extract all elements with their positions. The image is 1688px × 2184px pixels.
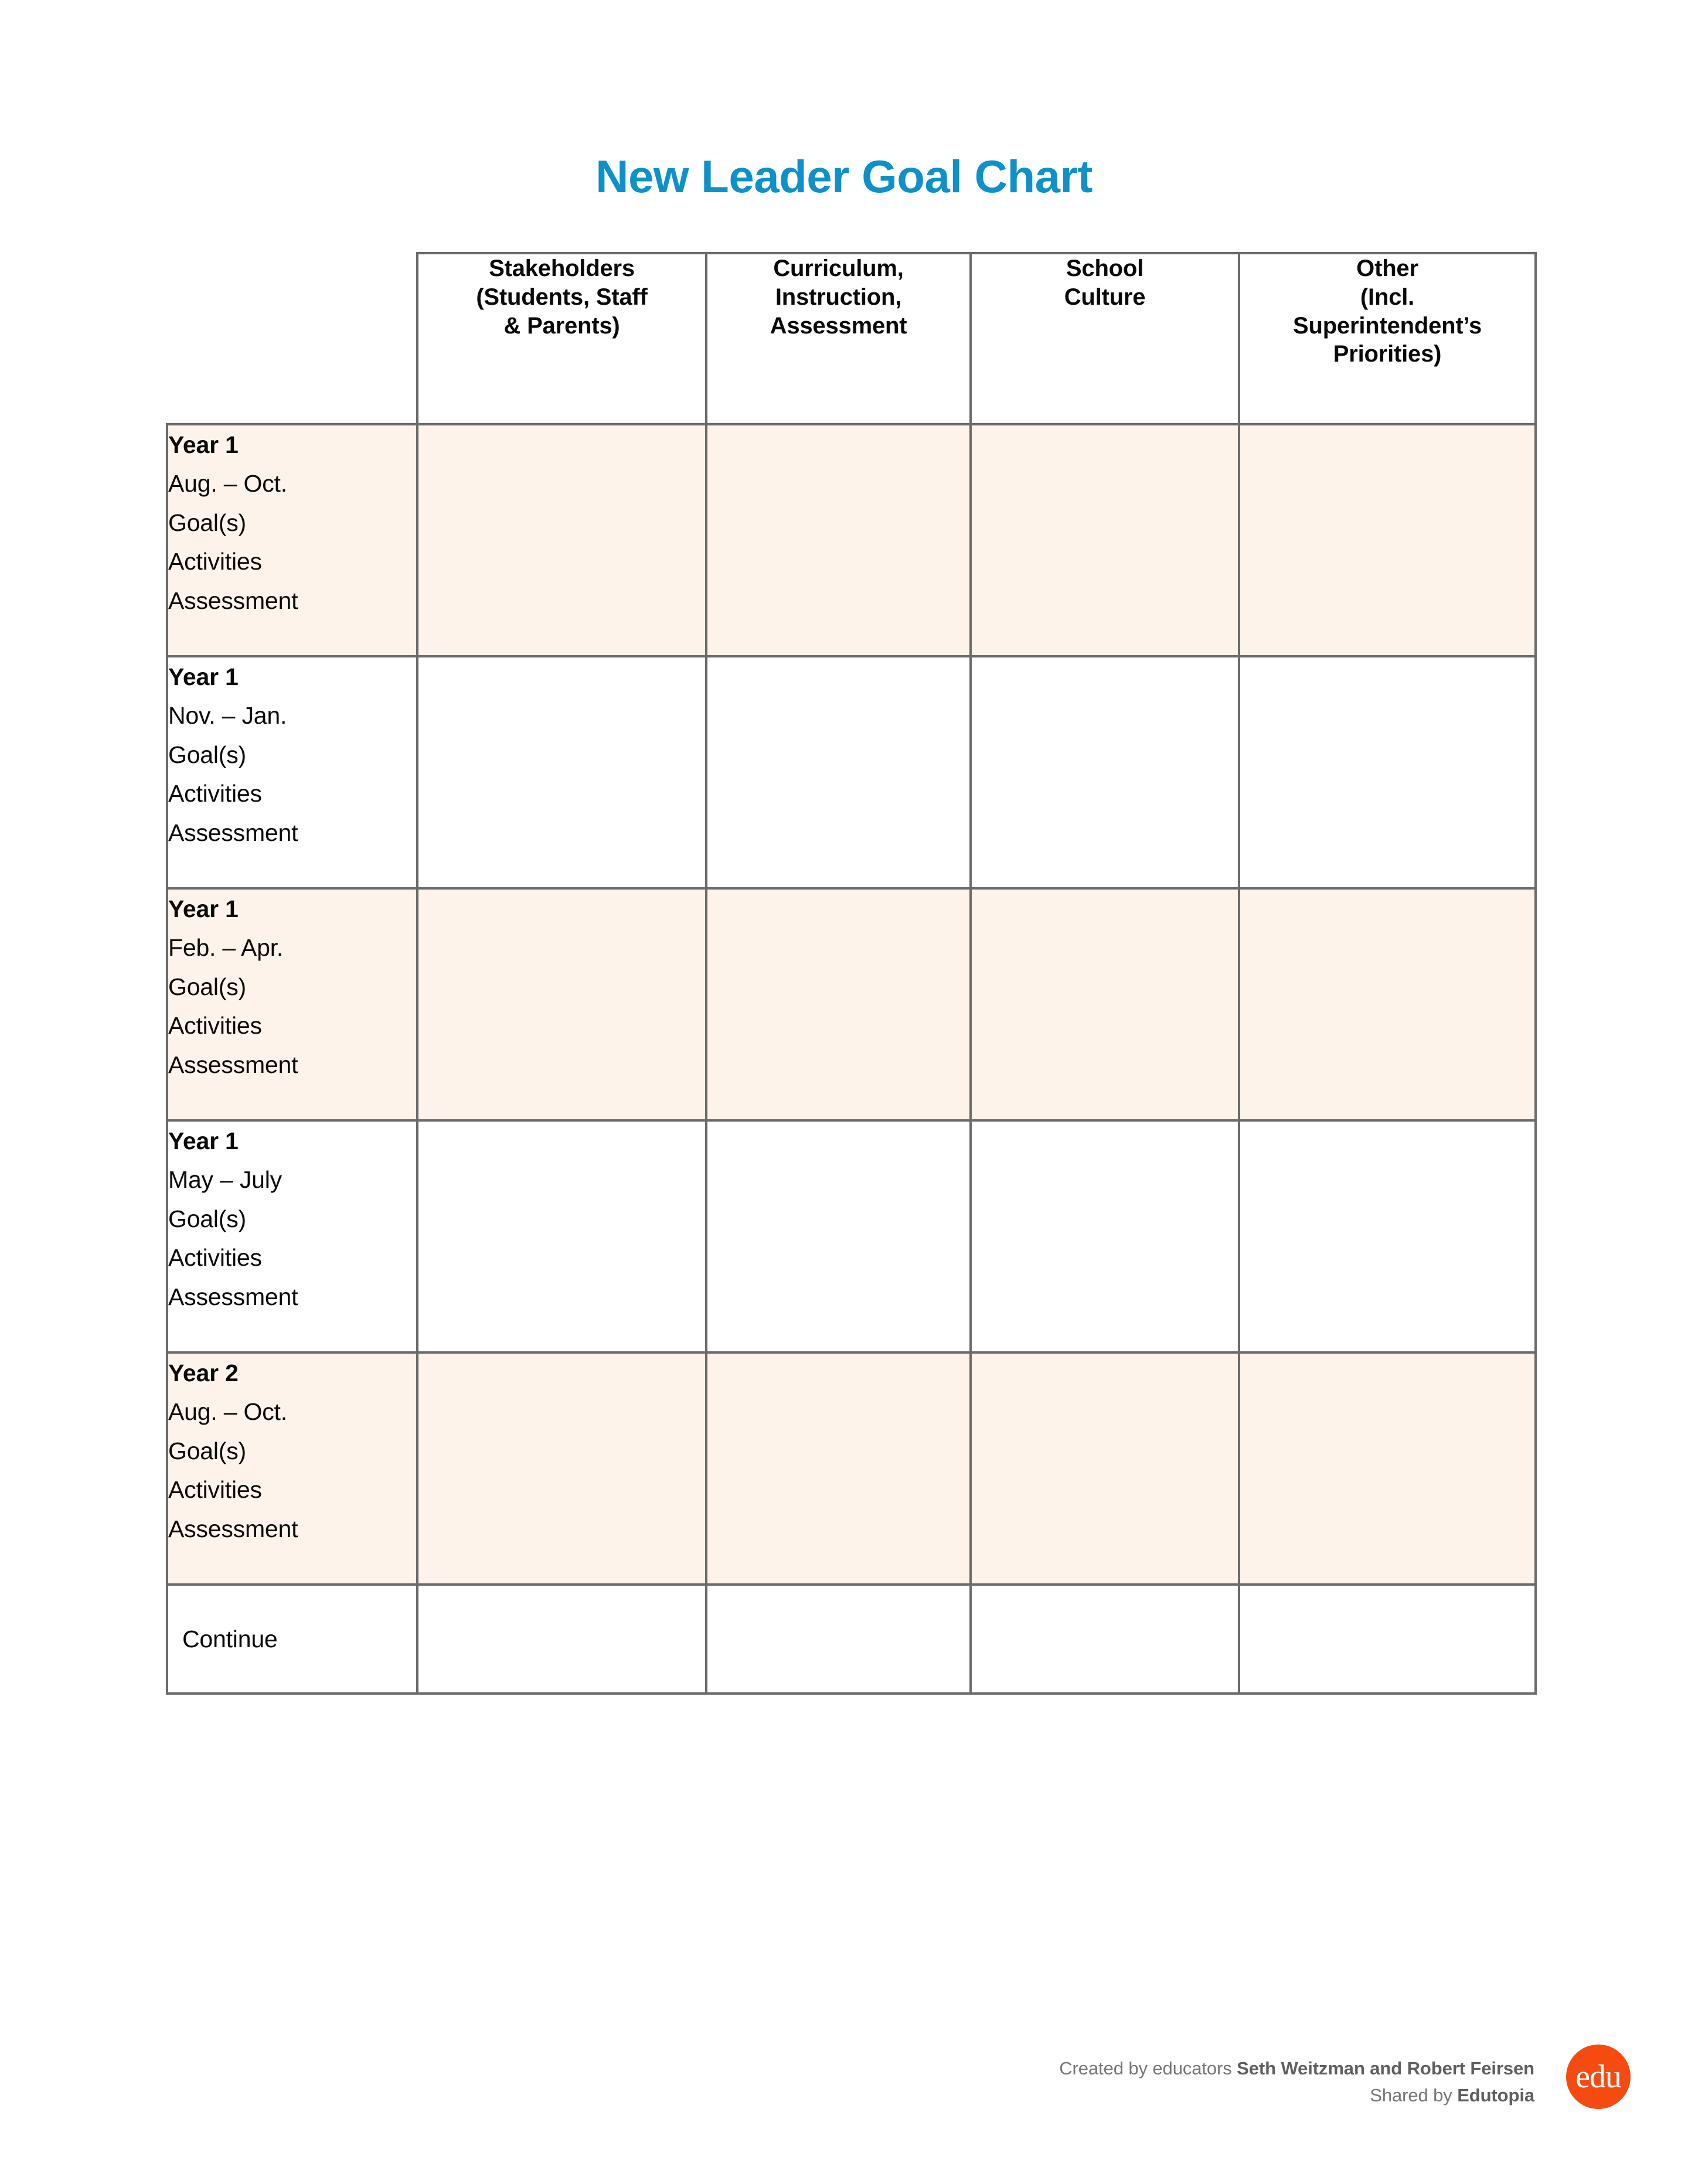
row-item-assessment: Assessment [168, 587, 298, 614]
row-label-cell [167, 656, 417, 888]
cell-curriculum[interactable] [706, 424, 971, 656]
column-header-line: Other [1356, 255, 1418, 281]
cell-school-culture[interactable] [971, 656, 1239, 888]
row-item-activities: Activities [168, 1012, 262, 1040]
footer-credits [1059, 2055, 1534, 2109]
cell-school-culture[interactable] [971, 1120, 1239, 1352]
row-year-label: Year 1 [168, 1127, 239, 1154]
cell-other[interactable] [1239, 424, 1536, 656]
row-year-label: Year 1 [168, 895, 239, 922]
table-row-continue [167, 1585, 1536, 1694]
row-label-cell [167, 1352, 417, 1585]
table-row [167, 424, 1536, 656]
table-row [167, 656, 1536, 888]
row-item-assessment: Assessment [168, 1051, 298, 1078]
cell-other[interactable] [1239, 1585, 1536, 1694]
table-header-row [167, 253, 1536, 424]
footer-shared-line [1059, 2082, 1534, 2109]
cell-curriculum[interactable] [706, 1120, 971, 1352]
column-header-curriculum [706, 253, 971, 424]
cell-curriculum[interactable] [706, 888, 971, 1120]
column-header-line: Instruction, [775, 284, 902, 310]
row-year-label: Year 1 [168, 663, 239, 690]
table-corner-cell [167, 253, 417, 424]
row-item-assessment: Assessment [168, 1283, 298, 1310]
new-leader-goal-table [166, 252, 1537, 1695]
edutopia-logo-icon: edu [1566, 2045, 1631, 2109]
cell-school-culture[interactable] [971, 1352, 1239, 1585]
row-period-label: May – July [168, 1166, 282, 1194]
row-item-goals: Goal(s) [168, 1205, 247, 1232]
cell-stakeholders[interactable] [417, 1352, 706, 1585]
row-year-label: Year 2 [168, 1360, 239, 1386]
row-label-continue: Continue [167, 1585, 417, 1694]
page-title: New Leader Goal Chart [595, 151, 1093, 202]
cell-other[interactable] [1239, 888, 1536, 1120]
row-item-activities: Activities [168, 1476, 262, 1504]
row-label-cell [167, 888, 417, 1120]
cell-other[interactable] [1239, 1120, 1536, 1352]
cell-other[interactable] [1239, 1352, 1536, 1585]
column-header-school-culture [971, 253, 1239, 424]
row-period-label: Aug. – Oct. [168, 1398, 287, 1426]
row-year-label: Year 1 [168, 431, 239, 458]
footer-created-prefix: Created by educators [1059, 2058, 1237, 2079]
row-period-label: Nov. – Jan. [168, 702, 287, 730]
cell-curriculum[interactable] [706, 656, 971, 888]
column-header-line: Superintendent’s [1292, 312, 1482, 339]
cell-other[interactable] [1239, 656, 1536, 888]
footer-author-names: Seth Weitzman and Robert Feirsen [1237, 2058, 1534, 2079]
cell-school-culture[interactable] [971, 888, 1239, 1120]
row-item-goals: Goal(s) [168, 509, 247, 536]
row-period-label: Aug. – Oct. [168, 470, 287, 498]
row-item-assessment: Assessment [168, 1515, 298, 1542]
cell-stakeholders[interactable] [417, 888, 706, 1120]
cell-school-culture[interactable] [971, 424, 1239, 656]
column-header-stakeholders [417, 253, 706, 424]
cell-stakeholders[interactable] [417, 1585, 706, 1694]
column-header-line: Curriculum, [773, 255, 904, 281]
cell-curriculum[interactable] [706, 1352, 971, 1585]
cell-stakeholders[interactable] [417, 1120, 706, 1352]
column-header-line: Assessment [770, 312, 907, 339]
cell-curriculum[interactable] [706, 1585, 971, 1694]
column-header-line: Culture [1064, 284, 1146, 310]
row-period-label: Feb. – Apr. [168, 934, 284, 962]
table-row [167, 1120, 1536, 1352]
column-header-other [1239, 253, 1536, 424]
cell-stakeholders[interactable] [417, 424, 706, 656]
row-label-cell [167, 424, 417, 656]
footer-created-line [1059, 2055, 1534, 2082]
row-item-activities: Activities [168, 780, 262, 807]
column-header-line: Priorities) [1333, 341, 1442, 367]
table-row [167, 888, 1536, 1120]
row-label-cell [167, 1120, 417, 1352]
footer-shared-prefix: Shared by [1370, 2085, 1458, 2106]
row-item-assessment: Assessment [168, 819, 298, 846]
cell-school-culture[interactable] [971, 1585, 1239, 1694]
column-header-line: & Parents) [503, 312, 620, 339]
column-header-line: Stakeholders [489, 255, 635, 281]
column-header-line: School [1066, 255, 1144, 281]
row-item-goals: Goal(s) [168, 1437, 247, 1464]
footer-shared-name: Edutopia [1457, 2085, 1534, 2106]
column-header-line: (Incl. [1360, 284, 1415, 310]
table-row [167, 1352, 1536, 1585]
row-item-goals: Goal(s) [168, 973, 247, 1000]
row-item-activities: Activities [168, 1244, 262, 1272]
column-header-line: (Students, Staff [476, 284, 648, 310]
row-item-goals: Goal(s) [168, 741, 247, 768]
row-item-activities: Activities [168, 548, 262, 575]
cell-stakeholders[interactable] [417, 656, 706, 888]
